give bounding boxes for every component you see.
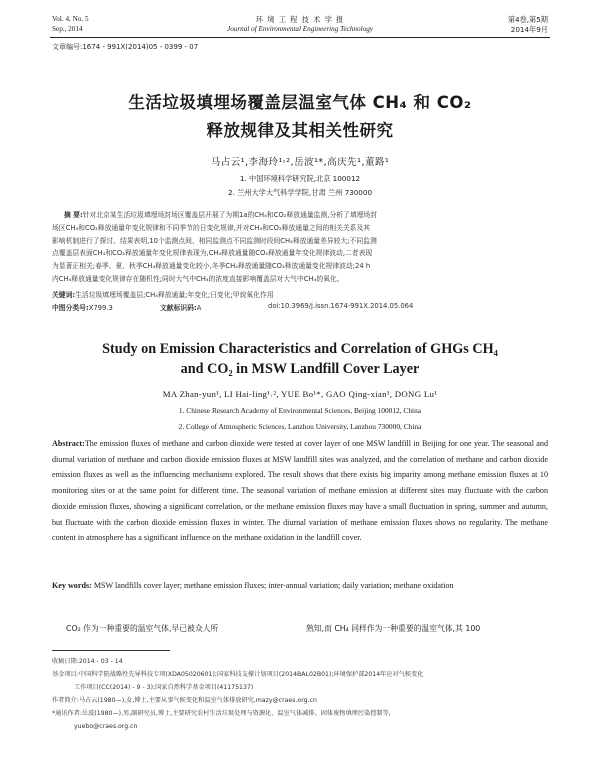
- body-line-right: 熟知,而 CH₄ 同样作为一种重要的温室气体,其 100: [306, 624, 481, 633]
- cn-abstract-line: 针对北京某生活垃圾填埋场封场区覆盖层开展了为期1a的CH₄和CO₂释放通量监测,分析了填埋场封: [82, 211, 378, 219]
- footnote-received: 收稿日期:2014 - 03 - 14: [52, 658, 123, 665]
- en-abstract-text: The emission fluxes of methane and carbon dioxide were tested at cover layer of one MSW landfill in Beijing for one year. The seasonal and diurnal variation of methane and carbon dioxide emission fluxes at MSW landfill sites was analyzed, and the correlation of methane and carbon dioxide emission fluxes as well as the influencing mechanisms explored. The result shows that there exists big imparity among methane emission fluxes at 10 monitoring sites or at the same point for different time. The seasonal variation of methane emission at different sites may fluctuate with the carbon dioxide emission fluxes, showing a significant correlation, or the methane emission fluxes may have a small fluctuation in spring, summer and autumn, but fluctuate with the carbon dioxide emission fluxes in winter. The diurnal variation of methane emission fluxes shows no regularity. The methane content in atmosphere has a significant influence on the methane oxidation in the landfill cover.: [52, 439, 548, 543]
- header-journal-en: Journal of Environmental Engineering Technology: [227, 25, 373, 33]
- en-abstract: [52, 436, 548, 546]
- article-number: 文章编号:1674 - 991X(2014)05 - 0399 - 07: [52, 43, 199, 51]
- cn-document-code: [160, 302, 201, 312]
- cn-keywords: [52, 289, 274, 299]
- cn-authors: 马占云¹,李海玲¹˒²,岳波¹*,高庆先¹,董路¹: [210, 157, 390, 168]
- body-line-left: CO₂ 作为一种重要的温室气体,早已被众人所: [66, 624, 219, 633]
- en-authors: MA Zhan-yun¹, LI Hai-ling¹˒², YUE Bo¹*, GAO Qing-xian¹, DONG Lu¹: [162, 389, 438, 399]
- footnote-funding-cont: 工作项目(CC(2014) - 9 - 3);国家自然科学基金项目(41175137): [74, 684, 254, 691]
- header-rule: [50, 37, 550, 38]
- cn-abstract-line: 为显著正相关;春季、夏、秋季CH₄释放通量变化较小,冬季CH₄释放通量随CO₂释放通量变化规律波动;24 h: [52, 262, 371, 271]
- cn-keywords-text: 生活垃圾填埋场覆盖层;CH₄释放通量;年变化;日变化;甲烷氧化作用: [75, 291, 274, 299]
- footnote-funding: 基金项目:中国科学院战略性先导科技专项(XDA05020601);国家科技支撑计划项目(2014BAL02B01);环境保护部2014年应对气候变化: [52, 671, 424, 678]
- clc-value: X799.3: [88, 304, 113, 312]
- cn-abstract-label: 摘 要:: [64, 211, 83, 219]
- en-keywords-label: Key words:: [52, 581, 92, 590]
- cn-affiliation-1: 1. 中国环境科学研究院,北京 100012: [239, 174, 361, 183]
- en-title-line1: Study on Emission Characteristics and Correlation of GHGs CH₄: [102, 341, 498, 357]
- footnote-author-bio: 作者简介:马占云(1980—),女,博士,主要从事气候变化和温室气体排放研究,mazy@craes.org.cn: [52, 697, 317, 704]
- cn-title-line2: 释放规律及其相关性研究: [206, 121, 394, 140]
- cn-abstract-line: 影响机制进行了探讨。结果表明,10个监测点间、相同监测点不同监测时段间CH₄释放通量差异较大;不同监测: [52, 236, 377, 245]
- en-keywords: [52, 578, 548, 594]
- cn-abstract-line: 点覆盖层表面CH₄和CO₂释放通量年变化规律表现为,CH₄释放通量随CO₂释放通量年变化规律波动,二者表现: [52, 249, 373, 258]
- cn-abstract-line: 内CH₄释放通量变化规律存在随机性;同时大气中CH₄的浓度直接影响覆盖层对大气中CH₄的氧化。: [52, 274, 344, 283]
- header-volume-cn: 第4卷,第5期: [507, 15, 548, 24]
- cn-affiliation-2: 2. 兰州大学大气科学学院,甘肃 兰州 730000: [227, 188, 373, 197]
- footnote-rule: [52, 650, 170, 651]
- en-affiliation-1: 1. Chinese Research Academy of Environmental Sciences, Beijing 100012, China: [178, 406, 422, 415]
- header-journal-cn: 环 境 工 程 技 术 学 报: [255, 15, 345, 24]
- header-date-en: Sep., 2014: [52, 25, 83, 33]
- cn-title-line1: 生活垃圾填埋场覆盖层温室气体 CH₄ 和 CO₂: [128, 93, 472, 112]
- doi: doi:10.3969/j.issn.1674-991X.2014.05.064: [268, 302, 414, 310]
- doc-code-label: 文献标识码:: [160, 304, 197, 312]
- footnote-corresponding: *通讯作者:岳波(1980—),男,副研究员,博士,主要研究农村生活垃圾处理与资源化、温室气体减排、固体废物填埋污染控制等,: [52, 710, 391, 717]
- cn-classification: [52, 302, 113, 312]
- en-keywords-text: MSW landfills cover layer; methane emission fluxes; inter-annual variation; daily variation; methane oxidation: [93, 581, 454, 590]
- en-abstract-label: Abstract:: [52, 439, 85, 448]
- cn-abstract-line: 场区CH₄和CO₂释放通量年变化规律和不同季节的日变化规律,并对CH₄和CO₂释放通量之间的相关关系及其: [52, 223, 371, 232]
- cn-keywords-label: 关键词:: [52, 291, 76, 299]
- en-affiliation-2: 2. College of Atmospheric Sciences, Lanzhou University, Lanzhou 730000, China: [178, 422, 422, 431]
- cn-abstract: [52, 209, 548, 286]
- header-volume: Vol. 4, No. 5: [52, 15, 89, 23]
- footnotes: [52, 655, 552, 733]
- header-date-cn: 2014年9月: [510, 25, 548, 34]
- doc-code-value: A: [196, 304, 202, 312]
- clc-label: 中图分类号:: [52, 304, 89, 312]
- footnote-corresponding-email: yuebo@craes.org.cn: [74, 723, 138, 730]
- en-title-line2: and CO₂ in MSW Landfill Cover Layer: [180, 361, 420, 377]
